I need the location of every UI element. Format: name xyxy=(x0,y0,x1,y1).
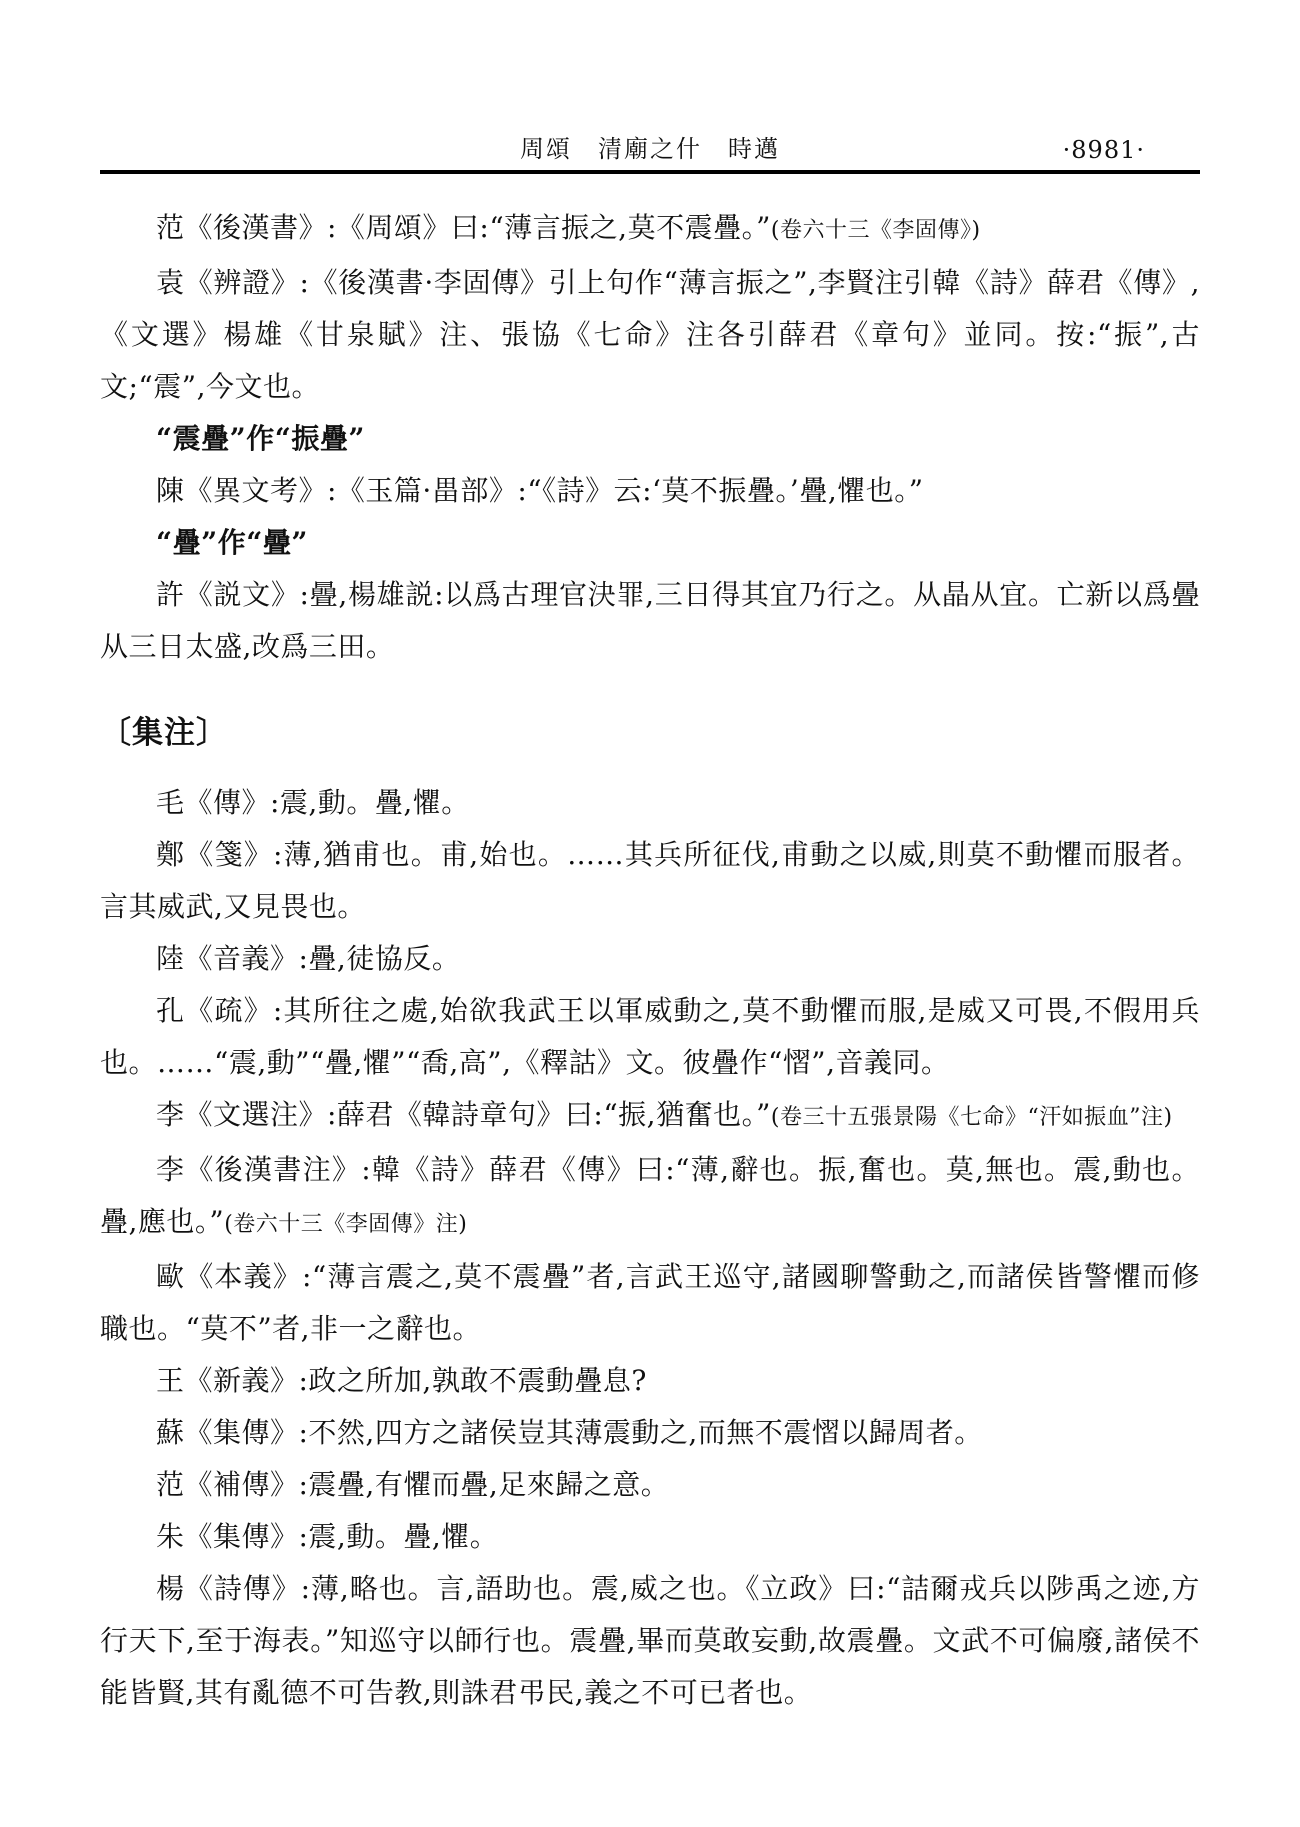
commentary-su-jizhuan xyxy=(100,1407,1200,1459)
text-run: 李《後漢書注》:韓《詩》薛君《傳》曰:“薄,辭也。振,奮也。莫,無也。震,動也。疊,應也。” xyxy=(100,1153,1200,1238)
body-paragraphs xyxy=(100,202,1200,1719)
text-run: 〔集注〕 xyxy=(100,715,228,751)
citation-note: (卷六十三《李固傳》注) xyxy=(224,1212,468,1237)
text-run: 許《説文》:曡,楊雄説:以爲古理官決罪,三日得其宜乃行之。从晶从宜。亡新以爲曡从三日太盛,改爲三田。 xyxy=(100,578,1200,663)
citation-note: (卷六十三《李固傳》) xyxy=(770,218,981,243)
page-number: ·8981· xyxy=(1062,136,1145,164)
text-run: “疊”作“曡” xyxy=(156,526,308,559)
text-run: 王《新義》:政之所加,孰敢不震動疊息? xyxy=(156,1364,647,1397)
page-header xyxy=(100,0,1200,170)
citation-note: (卷三十五張景陽《七命》“汗如振血”注) xyxy=(770,1105,1173,1130)
text-run: 歐《本義》:“薄言震之,莫不震疊”者,言武王巡守,諸國聊警動之,而諸侯皆警懼而修職也。“莫不”者,非一之辭也。 xyxy=(100,1260,1200,1345)
header-rule xyxy=(100,170,1200,174)
variant-heading-die xyxy=(100,517,1200,569)
commentary-fan-houhanshu xyxy=(100,202,1200,257)
text-run: 蘇《集傳》:不然,四方之諸侯豈其薄震動之,而無不震慴以歸周者。 xyxy=(156,1416,983,1449)
text-run: 朱《集傳》:震,動。疊,懼。 xyxy=(156,1520,499,1553)
text-run: 毛《傳》:震,動。疊,懼。 xyxy=(156,786,470,819)
commentary-fan-buzhuan xyxy=(100,1459,1200,1511)
commentary-mao-zhuan xyxy=(100,777,1200,829)
commentary-kong-shu xyxy=(100,985,1200,1089)
commentary-ou-benyi xyxy=(100,1251,1200,1355)
text-run: “震疊”作“振疊” xyxy=(156,422,365,455)
running-title: 周頌 清廟之什 時邁 xyxy=(520,135,780,163)
text-run: 袁《辨證》:《後漢書·李固傳》引上句作“薄言振之”,李賢注引韓《詩》薛君《傳》,《文選》楊雄《甘泉賦》注、張協《七命》注各引薛君《章句》並同。按:“振”,古文;“震”,今文也。 xyxy=(100,266,1200,403)
commentary-zheng-jian xyxy=(100,829,1200,933)
text-run: 楊《詩傳》:薄,略也。言,語助也。震,威之也。《立政》曰:“詰爾戎兵以陟禹之迹,方行天下,至于海表。”知巡守以師行也。震疊,畢而莫敢妄動,故震疊。文武不可偏廢,諸侯不能皆賢,其有亂德不可告教,則誅君弔民,義之不可已者也。 xyxy=(100,1572,1200,1709)
text-run: 陳《異文考》:《玉篇·畕部》:“《詩》云:‘莫不振疊。’疊,懼也。” xyxy=(156,474,924,507)
commentary-lu-yinyi xyxy=(100,933,1200,985)
variant-heading-zhendie xyxy=(100,413,1200,465)
commentary-li-houhanshuzhu xyxy=(100,1144,1200,1251)
commentary-li-wenxuanzhu xyxy=(100,1089,1200,1144)
text-run: 范《後漢書》:《周頌》曰:“薄言振之,莫不震疊。” xyxy=(156,211,771,244)
text-run: 范《補傳》:震疊,有懼而疊,足來歸之意。 xyxy=(156,1468,670,1501)
section-heading-jizhu xyxy=(100,707,1200,759)
text-run: 鄭《箋》:薄,猶甫也。甫,始也。……其兵所征伐,甫動之以威,則莫不動懼而服者。言其威武,又見畏也。 xyxy=(100,838,1200,923)
commentary-xu-shuowen xyxy=(100,569,1200,673)
text-run: 孔《疏》:其所往之處,始欲我武王以軍威動之,莫不動懼而服,是威又可畏,不假用兵也。……“震,動”“疊,懼”“喬,高”,《釋詁》文。彼疊作“慴”,音義同。 xyxy=(100,994,1200,1079)
commentary-yang-shizhuan xyxy=(100,1563,1200,1719)
commentary-chen-yiwenkao xyxy=(100,465,1200,517)
commentary-yuan-bianzheng xyxy=(100,257,1200,413)
commentary-wang-xinyi xyxy=(100,1355,1200,1407)
text-run: 陸《音義》:疊,徒協反。 xyxy=(156,942,461,975)
commentary-zhu-jizhuan xyxy=(100,1511,1200,1563)
text-run: 李《文選注》:薛君《韓詩章句》曰:“振,猶奮也。” xyxy=(156,1098,771,1131)
